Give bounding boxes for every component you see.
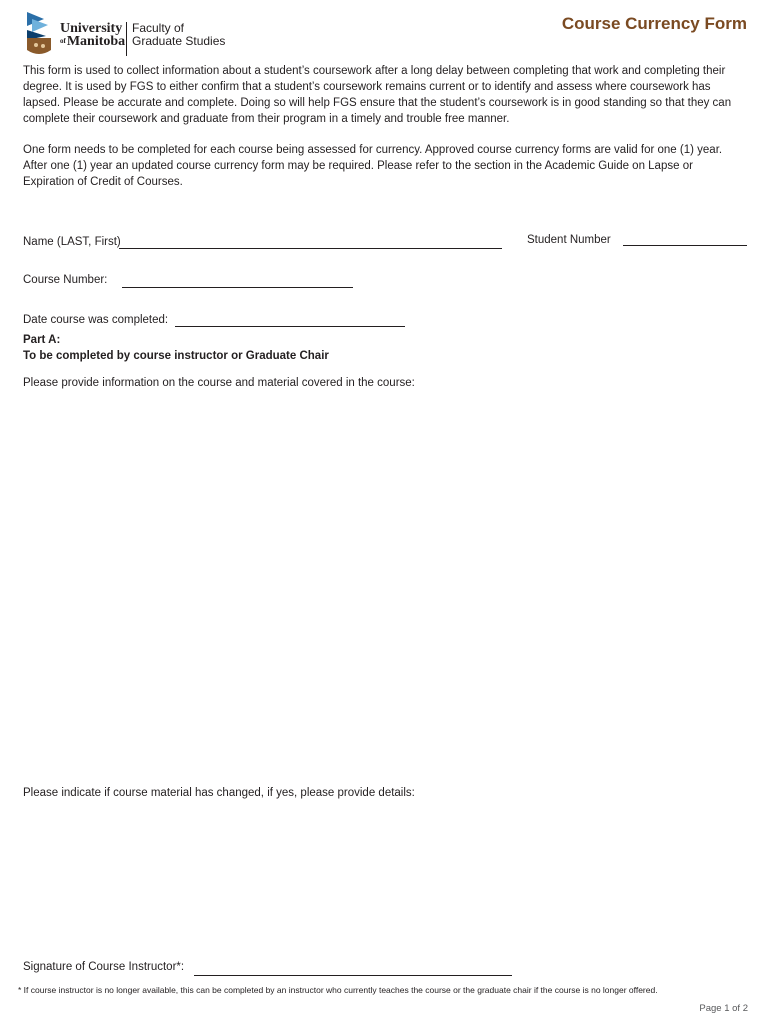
logo-faculty bbox=[132, 22, 225, 48]
university-crest-icon bbox=[24, 10, 58, 58]
student-number-field[interactable] bbox=[623, 245, 747, 246]
logo-faculty-line2: Graduate Studies bbox=[132, 34, 226, 48]
university-logo bbox=[24, 10, 234, 58]
logo-wordmark bbox=[60, 22, 125, 48]
intro-paragraph-2: One form needs to be completed for each course being assessed for currency. Approved course currency forms are valid for one (1) year. After one (1) year an updated course currency form may be required. Please refer to the section in the Academic Guide on Lapse or Expiration of Credit of Courses. bbox=[23, 144, 723, 188]
material-changed-prompt: Please indicate if course material has changed, if yes, please provide details: bbox=[23, 787, 415, 799]
date-completed-field[interactable] bbox=[175, 326, 405, 327]
logo-divider bbox=[126, 22, 127, 56]
footnote: * If course instructor is no longer available, this can be completed by an instructor who currently teaches the course or the graduate chair if the course is no longer offered. bbox=[18, 985, 658, 995]
date-completed-label: Date course was completed: bbox=[23, 314, 169, 326]
course-number-label: Course Number: bbox=[23, 274, 108, 286]
intro-paragraph-1: This form is used to collect information about a student’s coursework after a long delay between completing that work and completing their degree. It is used by FGS to either confirm that a student’s coursework remains current or to identify and assess where coursework has lapsed. Please be accurate and complete. Doing so will help FGS ensure that the student’s coursework is in good standing so that they can complete their coursework and graduate from their program in a timely and trouble free manner. bbox=[23, 65, 732, 125]
part-a-subheading: To be completed by course instructor or Graduate Chair bbox=[23, 350, 329, 362]
part-a-heading: Part A: bbox=[23, 334, 61, 346]
course-number-field[interactable] bbox=[122, 287, 353, 288]
name-label: Name (LAST, First) bbox=[23, 236, 121, 248]
logo-of: of bbox=[60, 37, 66, 45]
signature-field[interactable] bbox=[194, 975, 512, 976]
student-number-label: Student Number bbox=[527, 234, 611, 246]
signature-label: Signature of Course Instructor*: bbox=[23, 961, 185, 973]
name-field[interactable] bbox=[119, 248, 502, 249]
course-info-area[interactable] bbox=[23, 396, 747, 774]
course-info-prompt: Please provide information on the course and material covered in the course: bbox=[23, 377, 415, 389]
logo-manitoba: Manitoba bbox=[66, 34, 126, 49]
logo-university: University bbox=[60, 21, 123, 36]
form-title: Course Currency Form bbox=[561, 14, 747, 33]
material-changed-area[interactable] bbox=[23, 806, 747, 946]
page-number: Page 1 of 2 bbox=[699, 1003, 748, 1014]
logo-faculty-line1: Faculty of bbox=[132, 21, 185, 35]
